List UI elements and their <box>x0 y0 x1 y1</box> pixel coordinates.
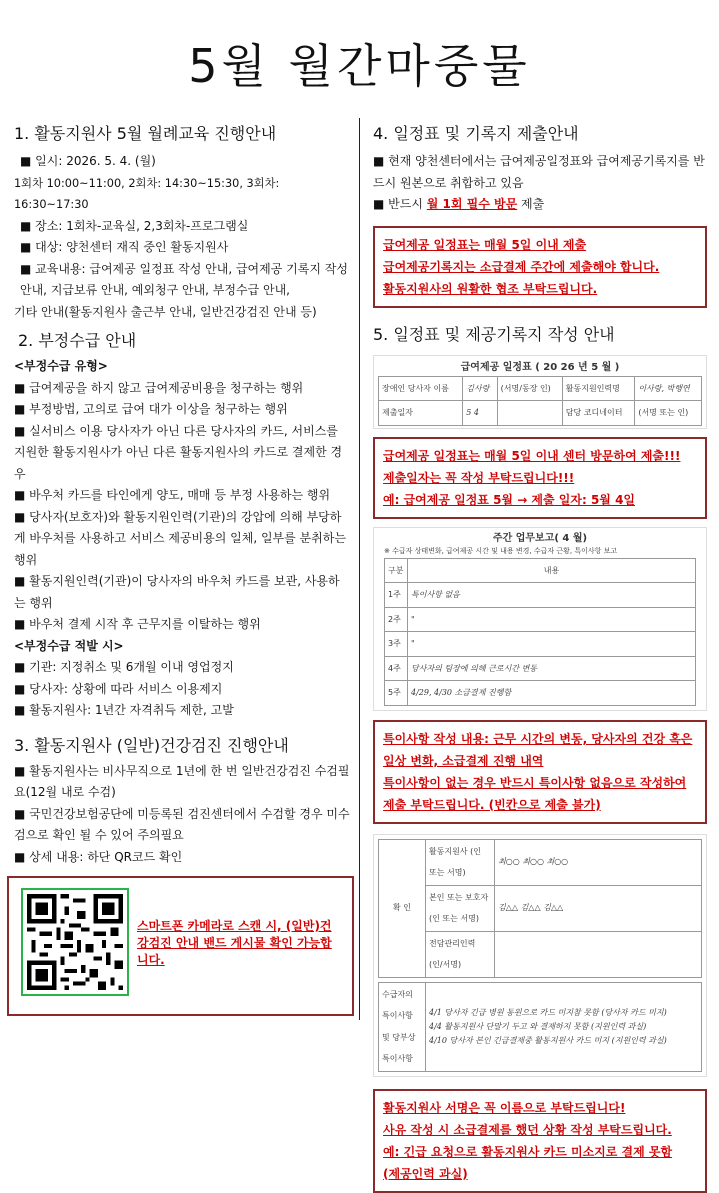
s2-penalty-2: ■ 당사자: 상황에 따라 서비스 이용제지 <box>14 681 223 696</box>
weekly-form-note: ※ 수급자 상태변화, 급여제공 시간 및 내용 변경, 수급자 근황, 특이사항 보고 <box>384 546 618 555</box>
column-divider <box>359 118 360 1020</box>
s1-target: ■ 대상: 양천센터 재직 중인 활동지원사 <box>20 240 229 254</box>
s2-penalty-label: <부정수급 적발 시> <box>14 638 124 653</box>
s4-notice-2: 급여제공기록지는 소급결제 주간에 제출해야 합니다. <box>383 259 660 274</box>
s2-types-label: <부정수급 유형> <box>14 359 108 373</box>
sign-form-notes: 수급자의 특이사항 및 당부상 특이사항 4/1 당사자 긴급 병원 동원으로 카드 미지참 못함 (당사자 카드 미지) 4/4 활동지원사 단말기 두고 와 결제하지 못함 (지원인력 과실) 4/10 당사자 본인 긴급결제중 활동지원사 카드 미지 (지원인력 과실) <box>378 982 702 1072</box>
s2-type-4: ■ 바우처 카드를 타인에게 양도, 매매 등 부정 사용하는 행위 <box>14 488 331 502</box>
s4-highlight: 월 1회 필수 방문 <box>426 197 518 211</box>
s1-other: 기타 안내(활동지원사 출근부 안내, 일반건강검진 안내 등) <box>14 304 317 319</box>
s5-notice2-1: 특이사항 작성 내용: 근무 시간의 변동, 당사자의 건강 혹은 일상 변화, 소급결제 진행 내역 <box>383 731 693 768</box>
section1-heading: 1. 활동지원사 5월 월례교육 진행안내 <box>14 124 277 143</box>
schedule-form-title: 급여제공 일정표 ( 20 26 년 5 월 ) <box>460 361 620 373</box>
sign-form-image <box>373 834 707 1077</box>
weekly-form-title: 주간 업무보고( 4 월) <box>492 532 588 544</box>
s4-item-1: ■ 현재 양천센터에서는 급여제공일정표와 급여제공기록지를 반드시 원본으로 취합하고 있음 <box>373 154 705 190</box>
left-column <box>14 118 350 868</box>
s5-notice1-3: 예: 급여제공 일정표 5월 → 제출 일자: 5월 4일 <box>383 492 636 507</box>
weekly-form-table: 구분 내용 1주 특이사항 없음 2주 " 3주 " 4주 당사자의 팀장에 의해 근로시간 변동 5주 4/29, 4/30 소급결제 진행함 <box>384 558 696 706</box>
s2-type-1: ■ 급여제공을 하지 않고 급여제공비용을 청구하는 행위 <box>14 380 304 395</box>
qr-code-icon[interactable] <box>21 888 129 996</box>
s5-notice2-2: 특이사항이 없는 경우 반드시 특이사항 없음으로 작성하여 제출 부탁드립니다. (빈칸으로 제출 불가) <box>383 775 687 812</box>
s2-type-3: ■ 실서비스 이용 당사자가 아닌 다른 당사자의 카드, 서비스를 지원한 활동지원사가 아닌 다른 활동지원사의 카드로 결제한 경우 <box>14 423 343 481</box>
s2-type-7: ■ 바우처 결제 시작 후 근무지를 이탈하는 행위 <box>14 617 261 631</box>
s5-notice-box-2 <box>373 720 707 824</box>
schedule-form-table: 장애인 당사자 이름 김사랑 (서명/동장 인) 활동지원인력명 이사랑, 박행연 제출일자 5 4 담당 코디네이터 (서명 또는 인) <box>378 376 702 426</box>
schedule-form-image <box>373 355 707 429</box>
s2-type-2: ■ 부정방법, 고의로 급여 대가 이상을 청구하는 행위 <box>14 402 288 416</box>
s5-notice3-4: (제공인력 과실) <box>383 1166 468 1181</box>
s2-penalty-1: ■ 기관: 지정취소 및 6개월 이내 영업정지 <box>14 660 234 674</box>
s2-type-5: ■ 당사자(보호자)와 활동지원인력(기관)의 강압에 의해 부당하게 바우처를 사용하고 서비스 제공비용의 일체, 일부를 분취하는 행위 <box>14 509 346 567</box>
s1-sessions: 1회차 10:00~11:00, 2회차: 14:30~15:30, 3회차: 16:30~17:30 <box>14 176 280 211</box>
qr-notice-box <box>7 876 354 1016</box>
sign-note-2: 4/4 활동지원사 단말기 두고 와 결제하지 못함 (지원인력 과실) <box>429 1021 647 1031</box>
s2-penalty-3: ■ 활동지원사: 1년간 자격취득 제한, 고발 <box>14 703 234 717</box>
s5-notice3-1: 활동지원사 서명은 꼭 이름으로 부탁드립니다! <box>383 1100 626 1115</box>
s4-item-2: ■ 반드시 월 1회 필수 방문 제출 <box>373 197 545 211</box>
section3-heading: 3. 활동지원사 (일반)건강검진 진행안내 <box>14 735 289 755</box>
s5-notice-box-1 <box>373 437 707 519</box>
right-column <box>373 118 707 1193</box>
section5-heading: 5. 일정표 및 제공기록지 작성 안내 <box>373 324 615 344</box>
section4-heading: 4. 일정표 및 기록지 제출안내 <box>373 124 579 143</box>
s3-item-2: ■ 국민건강보험공단에 미등록된 검진센터에서 수검할 경우 미수검으로 확인 될 수 있어 주의필요 <box>14 806 350 842</box>
s3-item-3: ■ 상세 내용: 하단 QR코드 확인 <box>14 849 183 864</box>
s1-content: ■ 교육내용: 급여제공 일정표 작성 안내, 급여제공 기록지 작성 안내, 지급보류 안내, 예외청구 안내, 부정수급 안내, <box>20 261 348 297</box>
s4-notice-box <box>373 226 707 308</box>
s4-notice-3: 활동지원사의 원활한 협조 부탁드립니다. <box>383 281 598 296</box>
s5-notice-box-3 <box>373 1089 707 1193</box>
s4-notice-1: 급여제공 일정표는 매월 5일 이내 제출 <box>383 237 587 252</box>
s5-notice3-3: 예: 긴급 요청으로 활동지원사 카드 미소지로 결제 못함 <box>383 1144 673 1159</box>
s1-place: ■ 장소: 1회차-교육실, 2,3회차-프로그램실 <box>20 218 249 233</box>
s1-date: ■ 일시: 2026. 5. 4. (월) <box>20 154 156 168</box>
s5-notice1-1: 급여제공 일정표는 매월 5일 이내 센터 방문하여 제출!!! <box>383 448 681 463</box>
s5-notice1-2: 제출일자는 꼭 작성 부탁드립니다!!! <box>383 470 575 485</box>
sign-form-table: 확 인 활동지원사 (인 또는 서명) 최○○ 최○○ 최○○ 본인 또는 보호자 (인 또는 서명) 김△△ 김△△ 김△△ 전담관리인력 (인/서명) <box>378 839 702 978</box>
qr-caption: 스마트폰 카메라로 스캔 시, (일반)건강검진 안내 밴드 게시물 확인 가능합니다. <box>137 919 332 967</box>
sign-note-3: 4/10 당사자 본인 긴급결제중 활동지원사 카드 미지 (지원인력 과실) <box>429 1035 667 1045</box>
sign-note-1: 4/1 당사자 긴급 병원 동원으로 카드 미지참 못함 (당사자 카드 미지) <box>429 1007 667 1017</box>
weekly-report-image <box>373 527 707 711</box>
s5-notice3-2: 사유 작성 시 소급결제를 했던 상황 작성 부탁드립니다. <box>383 1122 672 1137</box>
page-title: 5월 월간마중물 <box>188 39 531 93</box>
s2-type-6: ■ 활동지원인력(기관)이 당사자의 바우처 카드를 보관, 사용하는 행위 <box>14 574 340 610</box>
s3-item-1: ■ 활동지원사는 비사무직으로 1년에 한 번 일반건강검진 수검필요(12월 내로 수검) <box>14 763 350 799</box>
section2-heading: 2. 부정수급 안내 <box>18 331 137 350</box>
